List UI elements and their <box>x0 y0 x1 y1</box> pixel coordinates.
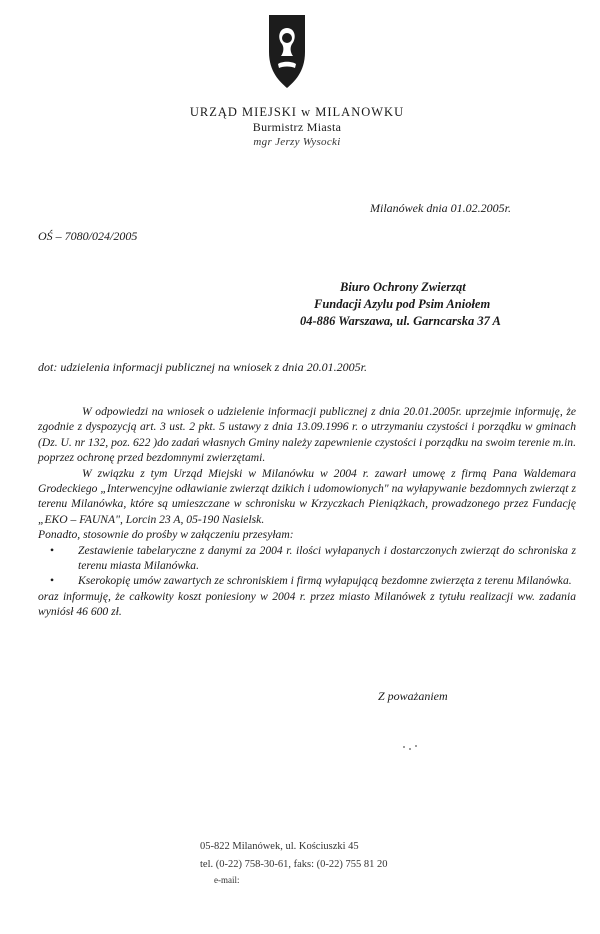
closing-phrase: Z poważaniem <box>378 689 448 703</box>
letterhead <box>182 105 412 150</box>
bullet-icon: • <box>50 543 55 557</box>
letter-body <box>38 404 576 620</box>
reference-number: OŚ – 7080/024/2005 <box>38 229 138 243</box>
attachment-list <box>38 543 576 589</box>
list-item <box>50 543 576 574</box>
footer-address: 05-822 Milanówek, ul. Kościuszki 45 <box>200 841 359 852</box>
addressee-block <box>300 279 570 330</box>
subject-line: dot: udzielenia informacji publicznej na wniosek z dnia 20.01.2005r. <box>38 360 367 374</box>
coat-of-arms-icon <box>266 12 308 90</box>
office-name: URZĄD MIEJSKI w MILANOWKU <box>189 105 405 119</box>
list-item-text: Kserokopię umów zawartych ze schroniskiem i firmą wyłapującą bezdomne zwierzęta z terenu Milanówka. <box>78 574 572 588</box>
body-paragraph-1: W odpowiedzi na wniosek o udzielenie informacji publicznej z dnia 20.01.2005r. uprzejmie informuję, że zgodnie z dyspozycją art. 3 ust. 2 pkt. 5 ustawy z dnia 13.09.1996 r. o utrzymaniu czystości i porządku w gminach (Dz. U. nr 132, poz. 622 )do zadań własnych Gminy należy zapewnienie czystości i porządku na swoim terenie m.in. poprzez ochronę przed bezdomnymi zwierzętami. <box>38 405 576 465</box>
office-position: Burmistrz Miasta <box>252 120 342 134</box>
list-item <box>50 573 576 588</box>
body-paragraph-2: W związku z tym Urząd Miejski w Milanówku w 2004 r. zawarł umowę z firmą Pana Waldemara Grodeckiego „Interwencyjne odławianie zwierząt dzikich i udomowionych" na wyłapywanie bezdomnych zwierząt z terenu Milanówka, które są umieszczane w schronisku w Krzyczkach Pieniążkach, prowadzonego przez Fundację „EKO – FAUNA", Lorcin 23 A, 05-190 Nasielsk. <box>38 466 576 526</box>
signature-mark <box>395 742 425 754</box>
body-paragraph-4: oraz informuję, że całkowity koszt poniesiony w 2004 r. przez miasto Milanówek z tytułu realizacji ww. zadania wyniósł 46 600 zł. <box>38 589 576 619</box>
addressee-line-2: Fundacji Azylu pod Psim Aniołem <box>314 297 491 311</box>
office-person: mgr Jerzy Wysocki <box>253 136 341 148</box>
body-paragraph-3: Ponadto, stosownie do prośby w załączeniu przesyłam: <box>38 528 294 542</box>
bullet-icon: • <box>50 574 55 588</box>
addressee-line-1: Biuro Ochrony Zwierząt <box>340 280 466 294</box>
footer-phones: tel. (0-22) 758-30-61, faks: (0-22) 755 81 20 <box>200 859 388 870</box>
place-date: Milanówek dnia 01.02.2005r. <box>370 201 511 215</box>
list-item-text: Zestawienie tabelaryczne z danymi za 2004 r. ilości wyłapanych i dostarczonych zwierząt do schroniska z terenu miasta Milanówka. <box>78 543 576 573</box>
footer-contact <box>200 838 430 886</box>
addressee-line-3: 04-886 Warszawa, ul. Garncarska 37 A <box>300 314 501 328</box>
footer-email: e-mail: <box>214 875 240 885</box>
